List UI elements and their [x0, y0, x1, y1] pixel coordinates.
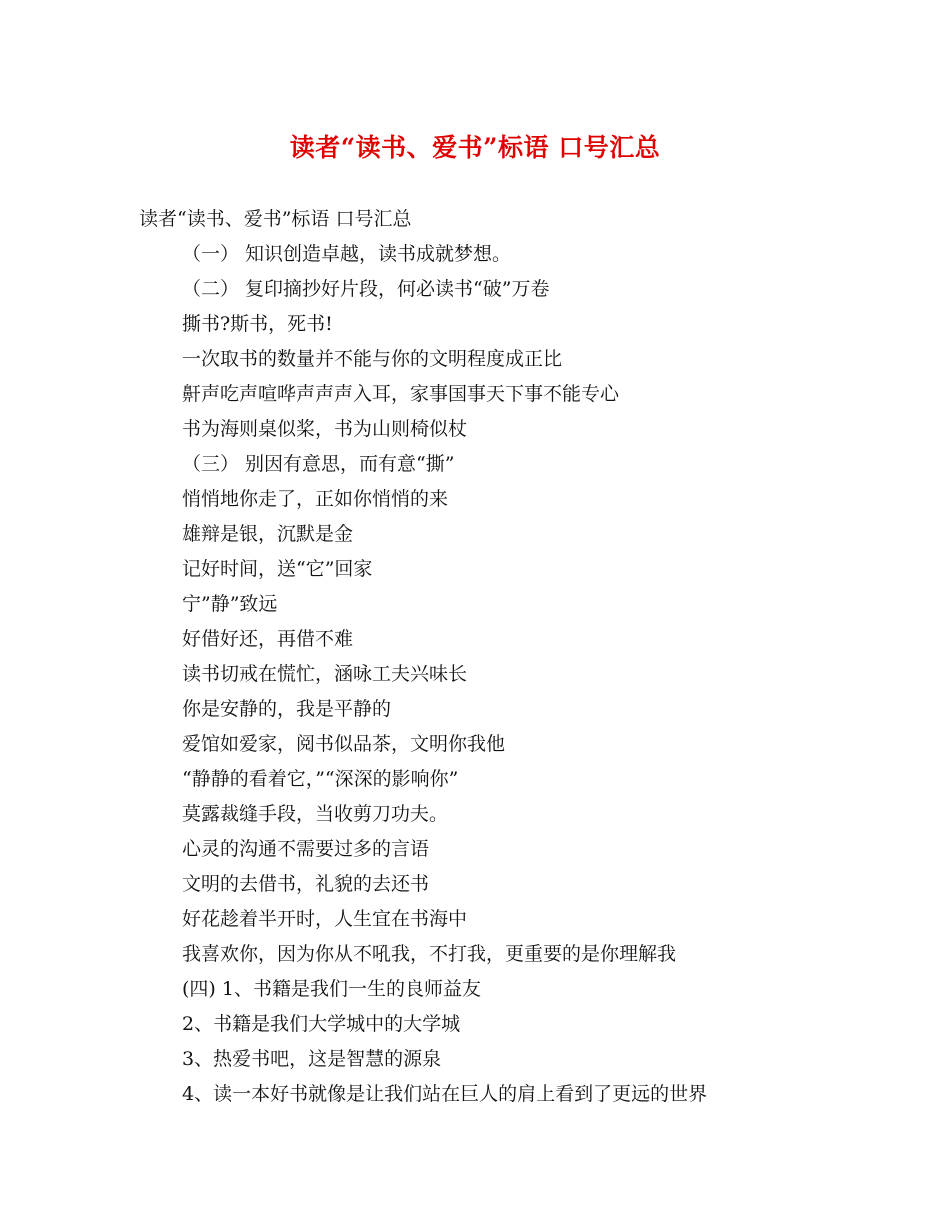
text-line: 鼾声吃声喧哗声声声入耳，家事国事天下事不能专心	[182, 383, 620, 405]
text-line: 读书切戒在慌忙，涵咏工夫兴味长	[182, 663, 468, 685]
text-line: 2、书籍是我们大学城中的大学城	[182, 1013, 461, 1035]
document-title: 读者“读书、爱书”标语 口号汇总	[289, 133, 661, 162]
text-line: 你是安静的，我是平静的	[182, 698, 392, 720]
text-line: 3、热爱书吧，这是智慧的源泉	[182, 1048, 442, 1070]
text-line: (四) 1、书籍是我们一生的良师益友	[182, 978, 481, 1000]
text-line: 好借好还，再借不难	[182, 628, 354, 650]
text-line: 心灵的沟通不需要过多的言语	[182, 838, 430, 860]
text-line: （二） 复印摘抄好片段，何必读书“破”万卷	[182, 278, 550, 300]
text-line: 撕书?斯书，死书!	[182, 313, 333, 335]
text-line: 书为海则桌似桨，书为山则椅似杖	[182, 418, 468, 440]
text-line: （三） 别因有意思，而有意“撕”	[182, 453, 455, 475]
lead-line: 读者“读书、爱书”标语 口号汇总	[139, 208, 412, 230]
text-line: 莫露裁缝手段，当收剪刀功夫。	[182, 803, 449, 825]
text-line: 爱馆如爱家，阅书似品茶，文明你我他	[182, 733, 506, 755]
text-line: “静静的看着它，”“深深的影响你”	[182, 768, 459, 790]
text-line: 好花趁着半开时，人生宜在书海中	[182, 908, 468, 930]
text-line: 记好时间，送“它”回家	[182, 558, 373, 580]
text-line: 4、读一本好书就像是让我们站在巨人的肩上看到了更远的世界	[182, 1083, 708, 1105]
text-line: （一） 知识创造卓越，读书成就梦想。	[182, 243, 512, 265]
text-line: 我喜欢你，因为你从不吼我，不打我，更重要的是你理解我	[182, 943, 677, 965]
text-line: 悄悄地你走了，正如你悄悄的来	[182, 488, 449, 510]
text-line: 宁”静”致远	[182, 593, 278, 615]
text-line: 文明的去借书，礼貌的去还书	[182, 873, 430, 895]
document-body	[0, 202, 950, 1112]
text-line: 一次取书的数量并不能与你的文明程度成正比	[182, 348, 563, 370]
text-line: 雄辩是银，沉默是金	[182, 523, 354, 545]
